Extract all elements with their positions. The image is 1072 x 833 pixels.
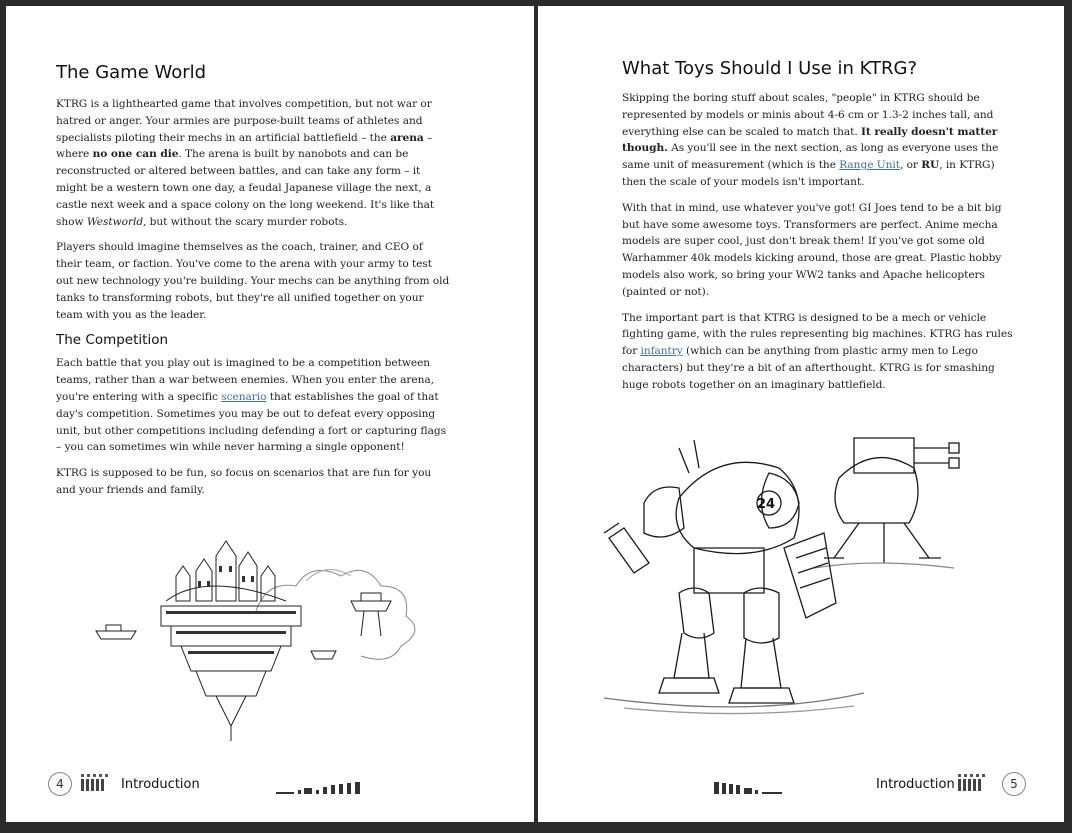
right-page-content (622, 6, 1017, 403)
text-run: (which can be anything from plastic army men to Lego characters) but they're a bit of an afterthought. KTRG is for smashing huge robots together on an imaginary battlefield. (622, 345, 995, 391)
left-page (6, 6, 534, 822)
text-run: KTRG is a lighthearted game that involves competition, but not war or hatred or anger. Your armies are purpose-built teams of athletes and specialists piloting their mechs in an artificial battlefield – the (56, 98, 432, 144)
paragraph: Players should imagine themselves as the coach, trainer, and CEO of their team, or faction. You've come to the arena with your army to test out new technology you're building. Your mechs can be anything from old tanks to transforming robots, but they're all unified together on your team with you as the leader. (56, 241, 450, 321)
left-page-content (56, 6, 450, 508)
text-run: , in KTRG) then the scale of your models isn't important. (622, 159, 995, 188)
footer-ornament (714, 782, 784, 796)
bold-text: It really doesn't matter though. (622, 125, 998, 155)
text-run: , or (899, 159, 922, 172)
paragraph: With that in mind, use whatever you've got! GI Joes tend to be a bit big but have some awesome toys. Transformers are perfect. Anime mecha models are super cool, just don't break them! If you've got some old Warhammer 40k models kicking around, those are great. Plastic hobby models also work, so bring your WW2 tanks and Apache helicopters (painted or not). (622, 201, 1002, 298)
paragraph (56, 355, 450, 456)
mech-robots-illustration (584, 408, 1044, 758)
page-number: 5 (1002, 772, 1026, 796)
bold-text: RU (921, 159, 940, 172)
text-run: . The arena is built by nanobots and can be reconstructed or altered between battles, and can take any form – it might be a western town one day, a feudal Japanese village the next, a castle next week and a space colony on the long weekend. It's like that show (56, 148, 435, 228)
page-footer (48, 772, 488, 798)
paragraph: KTRG is supposed to be fun, so focus on scenarios that are fun for you and your friends and family. (56, 467, 432, 496)
text-run: As you'll see in the next section, as long as everyone uses the same unit of measurement (which is the (622, 142, 999, 172)
paragraph (56, 96, 450, 230)
page-title: The Game World (56, 62, 207, 83)
scenario-link[interactable]: scenario (221, 390, 267, 403)
mech-number: 24 (757, 497, 776, 512)
text-run: , but without the scary murder robots. (143, 215, 348, 228)
text-run: Each battle that you play out is imagined to be a competition between teams, rather than a war between enemies. When you enter the arena, you're entering with a specific (56, 357, 434, 403)
italic-text: Westworld (86, 215, 144, 228)
infantry-link[interactable]: infantry (640, 345, 683, 358)
dots-ornament (958, 774, 985, 791)
section-label: Introduction (121, 777, 200, 792)
text-run: – where (56, 131, 433, 161)
range-unit-link[interactable]: Range Unit (839, 159, 900, 172)
page-number: 4 (48, 772, 72, 796)
footer-ornament (276, 782, 366, 796)
bold-text: arena (390, 131, 424, 144)
floating-city-illustration (76, 521, 456, 746)
right-page (538, 6, 1064, 822)
dots-ornament (81, 774, 108, 791)
text-run: that establishes the goal of that day's competition. Sometimes you may be out to defeat every opposing unit, but other competitions including defending a fort or capturing flags – you can sometimes win while never harming a single opponent! (56, 390, 446, 454)
section-heading: The Competition (56, 332, 169, 349)
page-footer (708, 772, 1028, 798)
text-run: The important part is that KTRG is designed to be a mech or vehicle fighting game, with the rules representing big machines. KTRG has rules for (622, 311, 1013, 358)
paragraph (622, 90, 1017, 191)
paragraph (622, 310, 1017, 394)
page-title: What Toys Should I Use in KTRG? (622, 58, 918, 79)
section-label: Introduction (876, 777, 955, 792)
bold-text: no one can die (92, 148, 179, 161)
text-run: Skipping the boring stuff about scales, "people" in KTRG should be represented by models or minis about 4-6 cm or 1.3-2 inches tall, and everything else can be scaled to match that. (622, 92, 994, 138)
